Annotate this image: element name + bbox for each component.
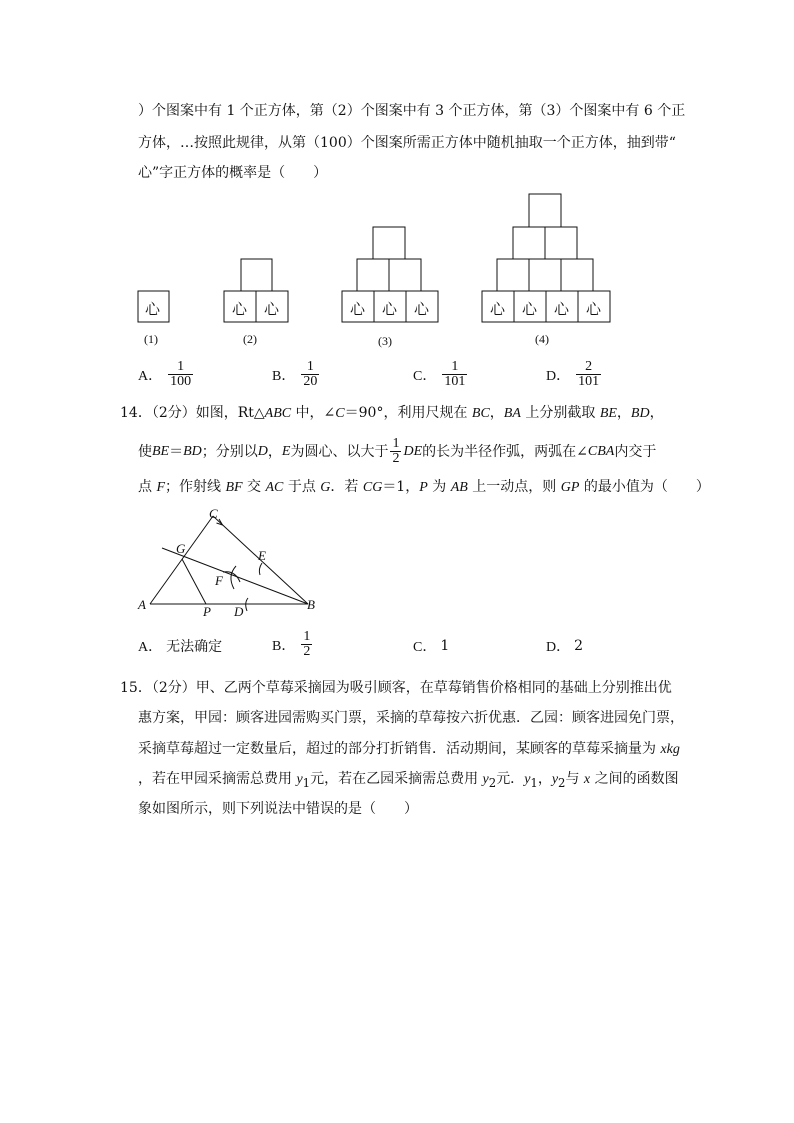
cube-char: 心 bbox=[350, 302, 366, 318]
cube bbox=[529, 259, 561, 291]
q14-line-1: 14．（2分）如图，Rt△ABC 中，∠C＝90°，利用尺规在 BC，BA 上分别截取 BE，BD， bbox=[120, 405, 664, 421]
cube bbox=[545, 227, 577, 259]
cube bbox=[241, 259, 272, 291]
q13-option-c[interactable]: C． $\frac{1}{101}$ bbox=[413, 359, 466, 389]
q13-option-a[interactable]: A． $\frac{1}{100}$ bbox=[138, 359, 192, 389]
cube-char: 心 bbox=[586, 302, 602, 318]
cube-char: 心 bbox=[414, 302, 430, 318]
point-b-label: B bbox=[307, 597, 315, 612]
cube bbox=[513, 227, 545, 259]
q13-line-1: ）个图案中有 1 个正方体，第（2）个图案中有 3 个正方体，第（3）个图案中有 6 个正 bbox=[138, 103, 686, 119]
segment-gp bbox=[182, 559, 206, 604]
point-a-label: A bbox=[138, 597, 146, 612]
cube bbox=[357, 259, 389, 291]
cube bbox=[561, 259, 593, 291]
cube bbox=[389, 259, 421, 291]
arc-e-mark bbox=[259, 563, 262, 575]
q14-option-c[interactable]: C． 1 bbox=[413, 638, 450, 655]
q13-line-3: 心”字正方体的概率是（ ） bbox=[138, 165, 328, 181]
point-f-label: F bbox=[215, 573, 223, 588]
cube-char: 心 bbox=[554, 302, 570, 318]
q13-option-b[interactable]: B． $\frac{1}{20}$ bbox=[272, 359, 318, 389]
point-d-label: D bbox=[234, 604, 244, 619]
fraction: $\frac{1}{2}$ bbox=[303, 629, 311, 659]
q14-line-2: 使 BE ＝ BD ；分别以 D ， E 为圆心、以大于 $\frac{1}{2}$ DE 的长为半径作弧，两弧在∠ CBA 内交于 bbox=[138, 436, 657, 466]
figure-label: (2) bbox=[243, 332, 257, 346]
figure-label: (1) bbox=[144, 332, 158, 346]
q15-line-2: 惠方案，甲园：顾客进园需购买门票，采摘的草莓按六折优惠．乙园：顾客进园免门票， bbox=[138, 710, 684, 726]
cube-char: 心 bbox=[145, 302, 161, 318]
point-g-label: G bbox=[176, 541, 186, 556]
q14-line-3: 点 F；作射线 BF 交 AC 于点 G．若 CG＝1，P 为 AB 上一动点，则 GP 的最小值为（ ） bbox=[138, 479, 710, 495]
q15-line-3: 采摘草莓超过一定数量后，超过的部分打折销售．活动期间，某顾客的草莓采摘量为 xkg bbox=[138, 741, 680, 757]
q13-line-2: 方体，…按照此规律，从第（100）个图案所需正方体中随机抽取一个正方体，抽到带“ bbox=[138, 135, 676, 151]
fraction: $\frac{1}{2}$ bbox=[392, 436, 400, 466]
fraction: $\frac{1}{20}$ bbox=[303, 359, 318, 389]
arc-from-d bbox=[231, 566, 236, 589]
q13-option-d[interactable]: D． $\frac{2}{101}$ bbox=[546, 359, 600, 389]
cube bbox=[529, 194, 561, 227]
q15-line-4: ，若在甲园采摘需总费用 $y_1$元，若在乙园采摘需总费用 $y_2$元．$y_1$，$y_2$与 x 之间的函数图 bbox=[138, 771, 679, 790]
cube bbox=[373, 227, 405, 259]
triangle-diagram bbox=[130, 500, 330, 625]
q14-option-b[interactable]: B． $\frac{1}{2}$ bbox=[272, 629, 311, 659]
figure-label: (4) bbox=[535, 332, 549, 346]
cube-char: 心 bbox=[490, 302, 506, 318]
cube-char: 心 bbox=[382, 302, 398, 318]
side-ac bbox=[150, 516, 213, 604]
fraction: $\frac{1}{100}$ bbox=[170, 359, 192, 389]
q14-option-a[interactable]: A． 无法确定 bbox=[138, 639, 223, 655]
q15-line-1: 15．（2分）甲、乙两个草莓采摘园为吸引顾客，在草莓销售价格相同的基础上分别推出优 bbox=[120, 680, 672, 696]
point-p-label: P bbox=[203, 604, 211, 619]
cube-char: 心 bbox=[232, 302, 248, 318]
cube-char: 心 bbox=[264, 302, 280, 318]
fraction: $\frac{1}{101}$ bbox=[444, 359, 466, 389]
point-e-label: E bbox=[258, 548, 266, 563]
figure-label: (3) bbox=[378, 334, 392, 348]
point-c-label: C bbox=[209, 506, 218, 521]
q15-line-5: 象如图所示，则下列说法中错误的是（ ） bbox=[138, 801, 418, 817]
fraction: $\frac{2}{101}$ bbox=[578, 359, 600, 389]
cube-char: 心 bbox=[522, 302, 538, 318]
q14-option-d[interactable]: D． 2 bbox=[546, 638, 584, 655]
cube bbox=[497, 259, 529, 291]
